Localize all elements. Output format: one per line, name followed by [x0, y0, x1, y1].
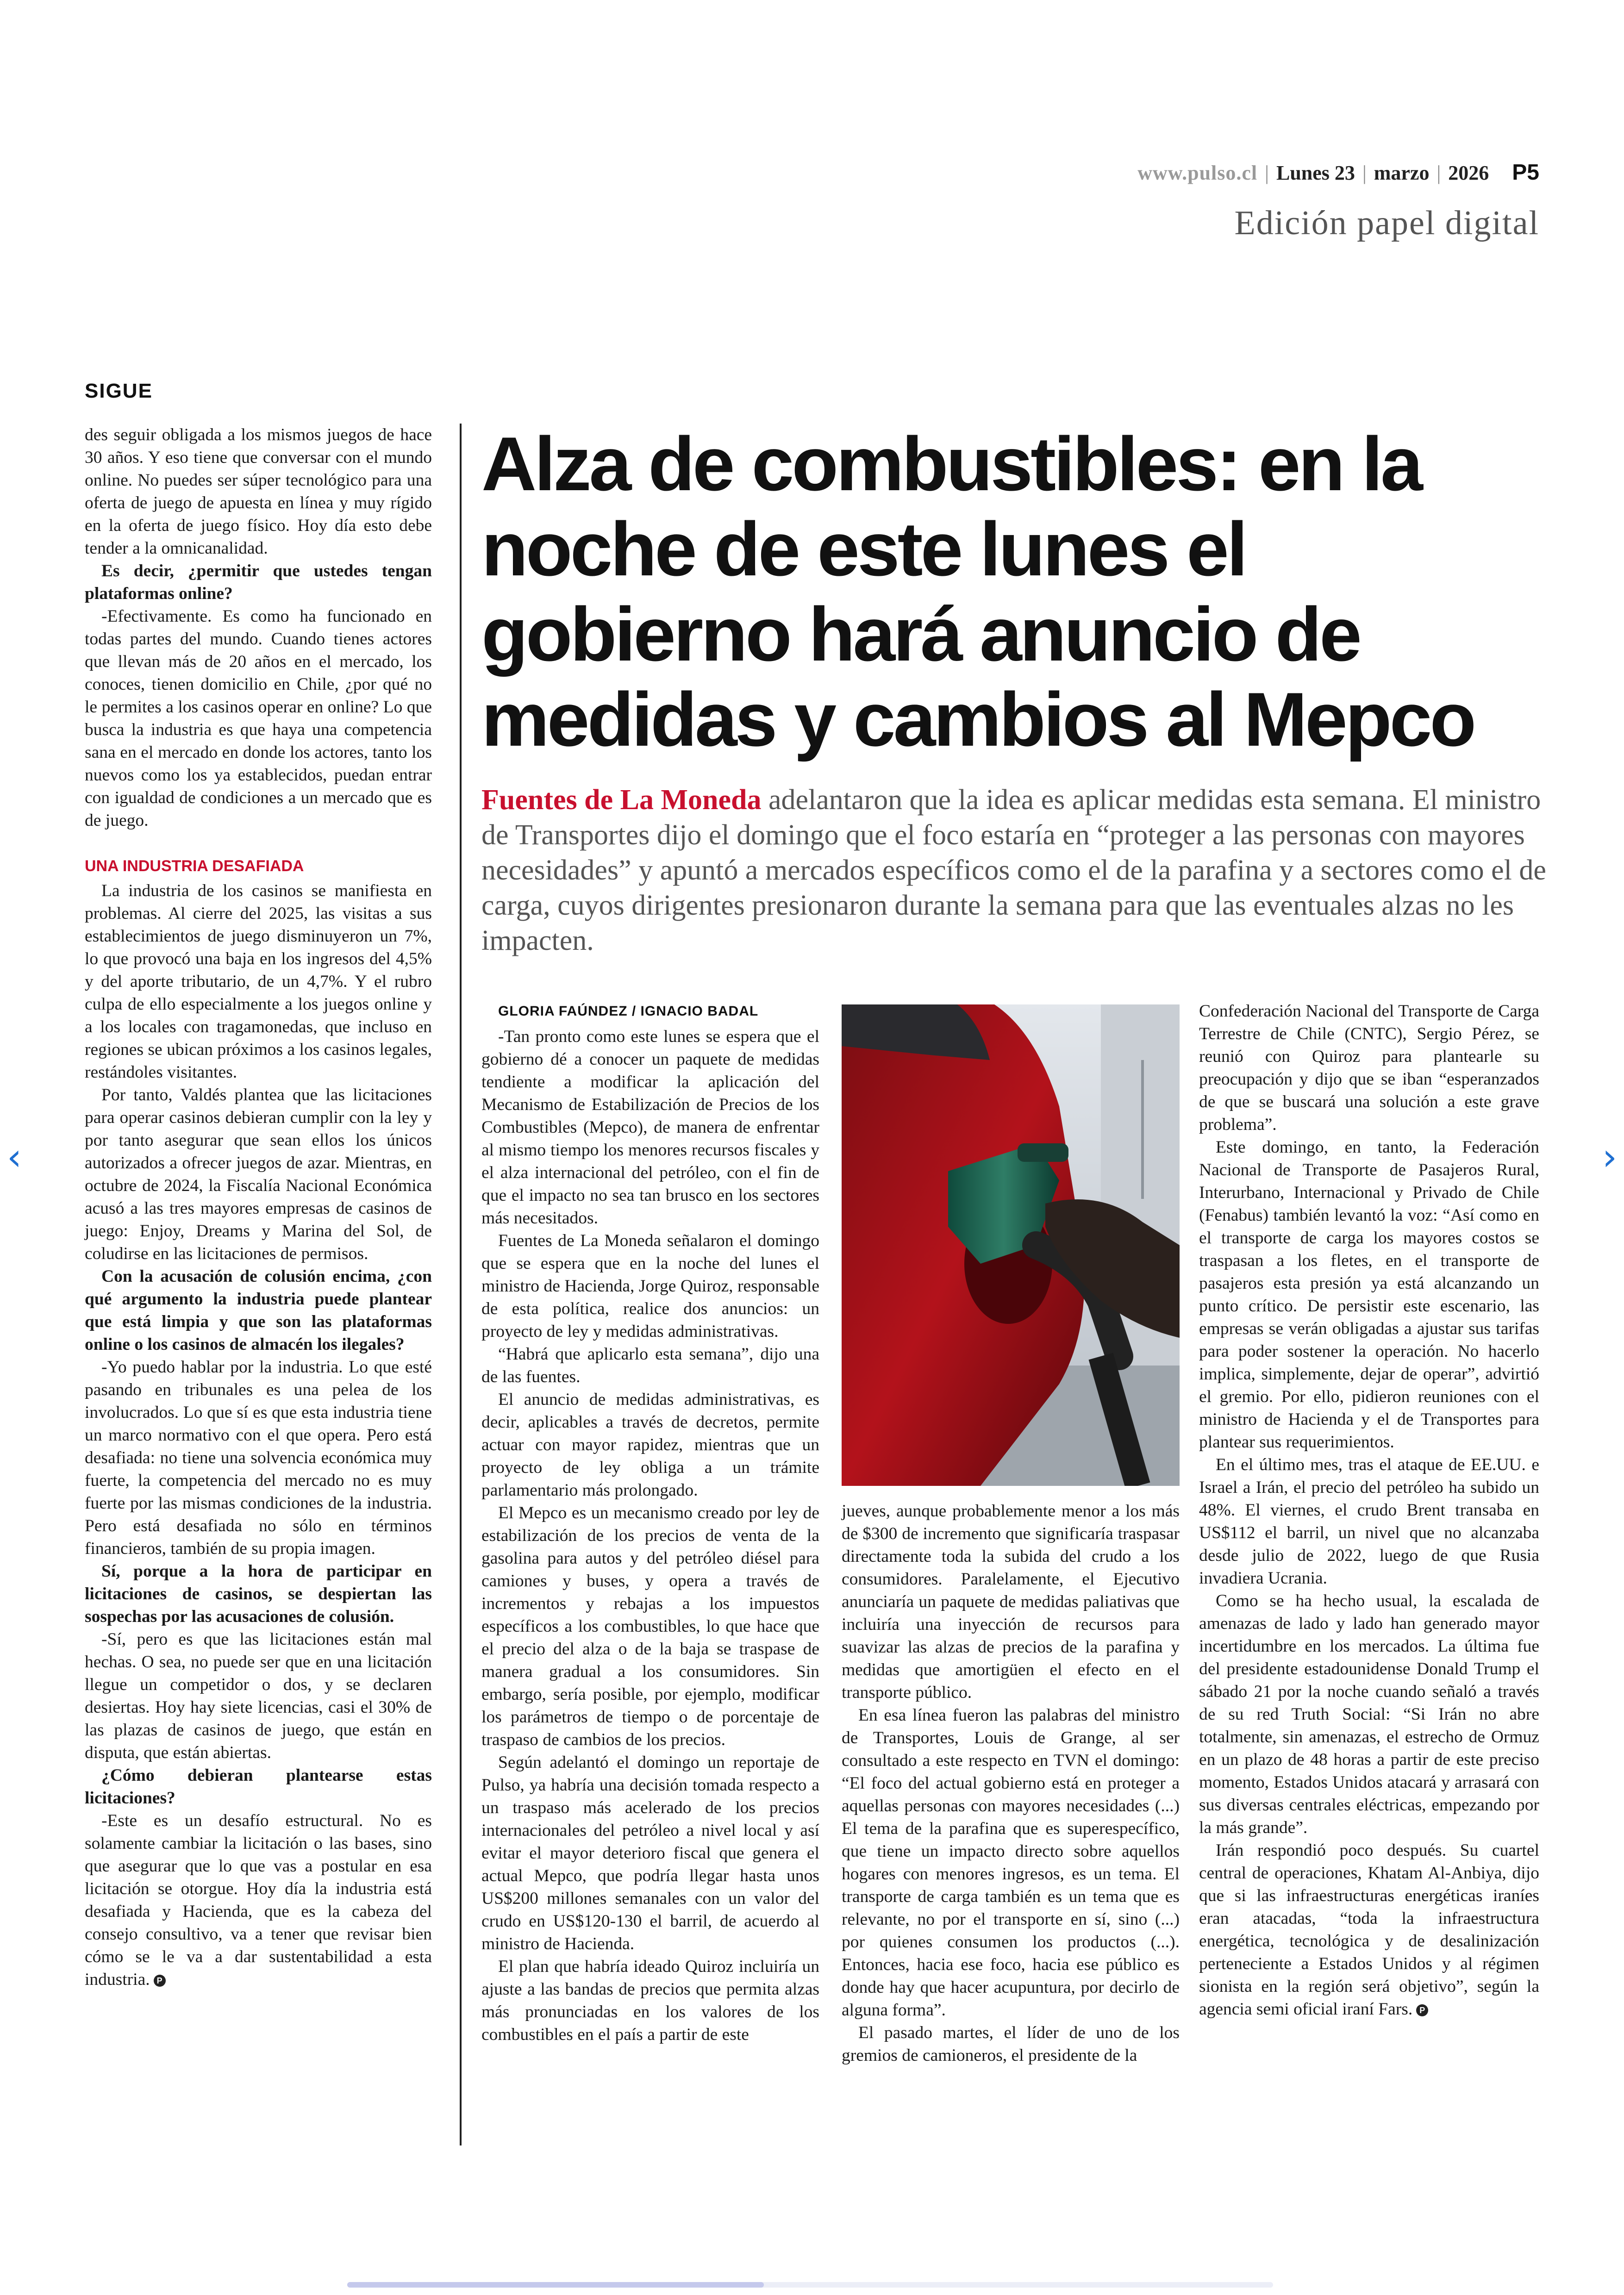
paragraph: En esa línea fueron las palabras del ministro de Transportes, Louis de Grange, al ser consultado a este respecto en TVN el domingo: “El foco del actual gobierno está en proteger a aquellas personas con mayores necesidades (...) El tema de la parafina que es superespecífico, que tiene un impacto directo sobre aquellos hogares con menores ingresos, es un tema. El transporte de carga también es un tema que es relevante, no por el transporte en sí, sino (...) por quienes consumen los productos (...). Entonces, hacia ese foco, hacia ese público es donde hay que hacer acupuntura, por decirlo de alguna forma”. — [842, 1706, 1180, 2020]
paragraph: Este domingo, en tanto, la Federación Nacional de Transporte de Pasajeros Rural, Interurbano, Internacional y Privado de Chile (Fenabus) también levantó la voz: “Así como en el transporte de carga los mayores costos se traspasan a los fletes, en el transporte de pasajeros esta presión ya está alcanzando un punto crítico. De persistir este escenario, las empresas se verán obligadas a ajustar sus tarifas para poder sostener la operación. No hacerlo implica, simplemente, dejar de operar”, advirtió el gremio. Por ello, pidieron reuniones con el ministro de Hacienda y el de Transportes para plantear sus requerimientos. — [1199, 1138, 1539, 1452]
end-mark-icon: P — [154, 1975, 166, 1987]
paragraph — [85, 1809, 432, 1991]
date-year: 2026 — [1448, 162, 1489, 184]
paragraph — [1199, 1839, 1539, 2021]
subhead: UNA INDUSTRIA DESAFIADA — [85, 857, 304, 875]
end-mark-icon: P — [1416, 2004, 1428, 2016]
next-page-chevron-icon[interactable]: › — [1602, 1135, 1617, 1179]
date-month: marzo — [1374, 162, 1430, 184]
sigue-label: SIGUE — [85, 380, 153, 402]
scroll-track[interactable] — [347, 2282, 1273, 2288]
paragraph: -Efectivamente. Es como ha funcionado en todas partes del mundo. Cuando tienes actores que llevan más de 20 años en el mercado, los conoces, tienen domicilio en Chile, ¿por qué no le permites a los casinos operar en online? Lo que busca la industria es que haya una competencia sana en el mercado en donde los actores, tanto los nuevos como los ya establecidos, puedan entrar con igualdad de condiciones a un mercado que es de juego. — [85, 607, 432, 830]
lead-paragraph — [481, 782, 1546, 958]
masthead-separator: | — [1265, 162, 1269, 184]
paragraph: Por tanto, Valdés plantea que las licitaciones para operar casinos debieran cumplir con la ley y por tanto asegurar que sean ellos los únicos autorizados a ofrecer juegos de azar. Mientras, en octubre de 2024, la Fiscalía Nacional Económica acusó a las tres mayores empresas de casinos de juego: Enjoy, Dreams y Marina del Sol, de coludirse en las licitaciones de permisos. — [85, 1085, 432, 1263]
paragraph: Como se ha hecho usual, la escalada de amenazas de lado y lado han generado mayor incertidumbre en los mercados. La última fue del presidente estadounidense Donald Trump el sábado 21 por la noche cuando señaló a través de su red Truth Social: “Si Irán no abre totalmente, sin amenazas, el estrecho de Ormuz en un plazo de 48 horas a partir de este preciso momento, Estados Unidos atacará y arrasará con sus diversas centrales eléctricas, empezando por la más grande”. — [1199, 1591, 1539, 1837]
previous-page-chevron-icon[interactable]: ‹ — [7, 1135, 22, 1179]
column-article-1 — [481, 1000, 819, 2046]
paragraph: Según adelantó el domingo un reportaje de Pulso, ya habría una decisión tomada respecto a un traspaso más acelerado de los precios internacionales del petróleo a nivel local y así evitar el mayor deterioro fiscal que genera el actual Mepco, que podría llegar hasta unos US$200 millones semanales con un valor del crudo en US$120-130 el barril, de acuerdo al ministro de Hacienda. — [481, 1753, 819, 1953]
paragraph: Confederación Nacional del Transporte de Carga Terrestre de Chile (CNTC), Sergio Pérez, se reunió con Quiroz para plantearle su preocupación y dijo que se iban “esperanzados de que se buscará una solución a este grave problema”. — [1199, 1002, 1539, 1134]
lead-text: adelantaron que la idea es aplicar medidas esta semana. El ministro de Transportes dijo el domingo que el foco estaría en “proteger a las personas con mayores necesidades” y apuntó a mercados específicos como el de la parafina y a sectores como el de carga, cuyos dirigentes presionaron durante la semana para que las eventuales alzas no les impacten. — [481, 784, 1546, 956]
masthead-separator: | — [1362, 162, 1367, 184]
question: ¿Cómo debieran plantearse estas licitaciones? — [85, 1766, 432, 1808]
paragraph: En el último mes, tras el ataque de EE.UU. e Israel a Irán, el precio del petróleo ha subido un 48%. El viernes, el crudo Brent transaba en US$112 el barril, un nivel que no alcanzaba desde julio de 2022, luego de que Rusia invadiera Ucrania. — [1199, 1455, 1539, 1588]
site-url: www.pulso.cl — [1137, 162, 1258, 184]
paragraph: El anuncio de medidas administrativas, es decir, aplicables a través de decretos, permite actuar con mayor rapidez, mientras que un proyecto de ley obliga a un trámite parlamentario más prolongado. — [481, 1390, 819, 1500]
edition-label: Edición papel digital — [1234, 204, 1539, 242]
paragraph: des seguir obligada a los mismos juegos de hace 30 años. Y eso tiene que conversar con el mundo online. No puedes ser súper tecnológico para una oferta de juego de apuesta en línea y muy rígido en la oferta de juego físico. Hoy día esto debe tender a la omnicanalidad. — [85, 425, 432, 558]
fuel-pump-photo — [842, 1004, 1180, 1486]
fuel-pump-illustration — [842, 1004, 1180, 1486]
column-article-3 — [1199, 1000, 1539, 2021]
paragraph-text: Irán respondió poco después. Su cuartel central de operaciones, Khatam Al-Anbiya, dijo que si las infraestructuras energéticas iraníes eran atacadas, “toda la infraestructura energética, tecnológica y de desalinización perteneciente a Estados Unidos y al régimen sionista en la región será objetivo”, según la agencia semi oficial iraní Fars. — [1199, 1841, 1539, 2019]
column-interview — [85, 424, 432, 1991]
paragraph: -Tan pronto como este lunes se espera que el gobierno dé a conocer un paquete de medidas tendiente a modificar la aplicación del Mecanismo de Estabilización de Precios de los Combustibles (Mepco), de manera de enfrentar al mismo tiempo los menores recursos fiscales y el alza internacional del petróleo, con el fin de que el impacto no sea tan brusco en los sectores más necesitados. — [481, 1027, 819, 1228]
paragraph: El plan que habría ideado Quiroz incluiría un ajuste a las bandas de precios que permita alzas más pronunciadas en los valores de los combustibles en el país a partir de este — [481, 1957, 819, 2044]
paragraph: Fuentes de La Moneda señalaron el domingo que se espera que en la noche del lunes el ministro de Hacienda, Jorge Quiroz, responsable de esta política, realice dos anuncios: un proyecto de ley y medidas administrativas. — [481, 1231, 819, 1341]
paragraph: -Yo puedo hablar por la industria. Lo que esté pasando en tribunales es una pelea de los involucrados. Lo que sí es que esta industria tiene un marco normativo con el que opera. Pero está desafiada: no tiene una solvencia económica muy fuerte, la competencia del mercado no es muy fuerte por las mismas condiciones de la industria. Pero está desafiada no sólo en términos financieros, también de su propia imagen. — [85, 1358, 432, 1558]
paragraph: La industria de los casinos se manifiesta en problemas. Al cierre del 2025, las visitas a sus establecimientos de juego disminuyeron un 7%, lo que provocó una baja en los ingresos del 4,5% y del aporte tributario, de un 4,7%. Y el rubro culpa de ello especialmente a los juegos online y a los locales con tragamonedas, que incluso en regiones se ubican próximos a los casinos legales, restándoles visitantes. — [85, 881, 432, 1082]
question: Con la acusación de colusión encima, ¿con qué argumento la industria puede plantear que está limpia y que son las plataformas online o los casinos de almacén los ilegales? — [85, 1267, 432, 1354]
column-divider — [460, 424, 462, 2145]
paragraph: jueves, aunque probablemente menor a los más de $300 de incremento que significaría traspasar directamente toda la subida del crudo a los consumidores. Paralelamente, el Ejecutivo anunciaría un paquete de medidas paliativas que incluiría una inyección de recursos para suavizar las alzas de precios de la parafina y medidas que amortigüen el efecto en el transporte público. — [842, 1502, 1180, 1702]
masthead-separator: | — [1437, 162, 1441, 184]
question: Es decir, ¿permitir que ustedes tengan plataformas online? — [85, 561, 432, 603]
paragraph: “Habrá que aplicarlo esta semana”, dijo una de las fuentes. — [481, 1345, 819, 1386]
paragraph: El pasado martes, el líder de uno de los gremios de camioneros, el presidente de la — [842, 2023, 1180, 2065]
date-day: Lunes 23 — [1276, 162, 1355, 184]
column-article-2 — [842, 1500, 1180, 2067]
masthead — [1137, 160, 1539, 185]
scroll-thumb[interactable] — [347, 2282, 764, 2288]
paragraph: -Sí, pero es que las licitaciones están mal hechas. O sea, no puede ser que en una licitación llegue un competidor o dos, y se declaren desiertas. Hoy hay siete licencias, casi el 30% de las plazas de casinos de juego, que están en disputa, que están abiertas. — [85, 1630, 432, 1762]
page-number: P5 — [1512, 160, 1539, 185]
byline: GLORIA FAÚNDEZ / IGNACIO BADAL — [498, 1004, 759, 1019]
lead-kicker: Fuentes de La Moneda — [481, 784, 762, 816]
paragraph-text: -Este es un desafío estructural. No es solamente cambiar la licitación o las bases, sino que asegurar que lo que vas a postular en esa licitación se otorgue. Hoy día la industria está desafiada y Hacienda, que es la cabeza del consejo consultivo, va a tener que revisar bien cómo se le va a dar sustentabilidad a esta industria. — [85, 1811, 432, 1989]
paragraph: El Mepco es un mecanismo creado por ley de estabilización de los precios de venta de la gasolina para autos y del petróleo diésel para camiones y buses, y opera a través de incrementos y rebajas a los impuestos específicos a los combustibles, lo que hace que el precio del alza o de la baja se traspase de manera gradual a los consumidores. Sin embargo, sería posible, por ejemplo, modificar los parámetros de tiempo o de porcentaje de traspaso de cambios de los precios. — [481, 1503, 819, 1749]
question: Sí, porque a la hora de participar en licitaciones de casinos, se despiertan las sospechas por las acusaciones de colusión. — [85, 1562, 432, 1626]
headline: Alza de combustibles: en la noche de este lunes el gobierno hará anuncio de medidas y cambios al Mepco — [481, 421, 1474, 762]
